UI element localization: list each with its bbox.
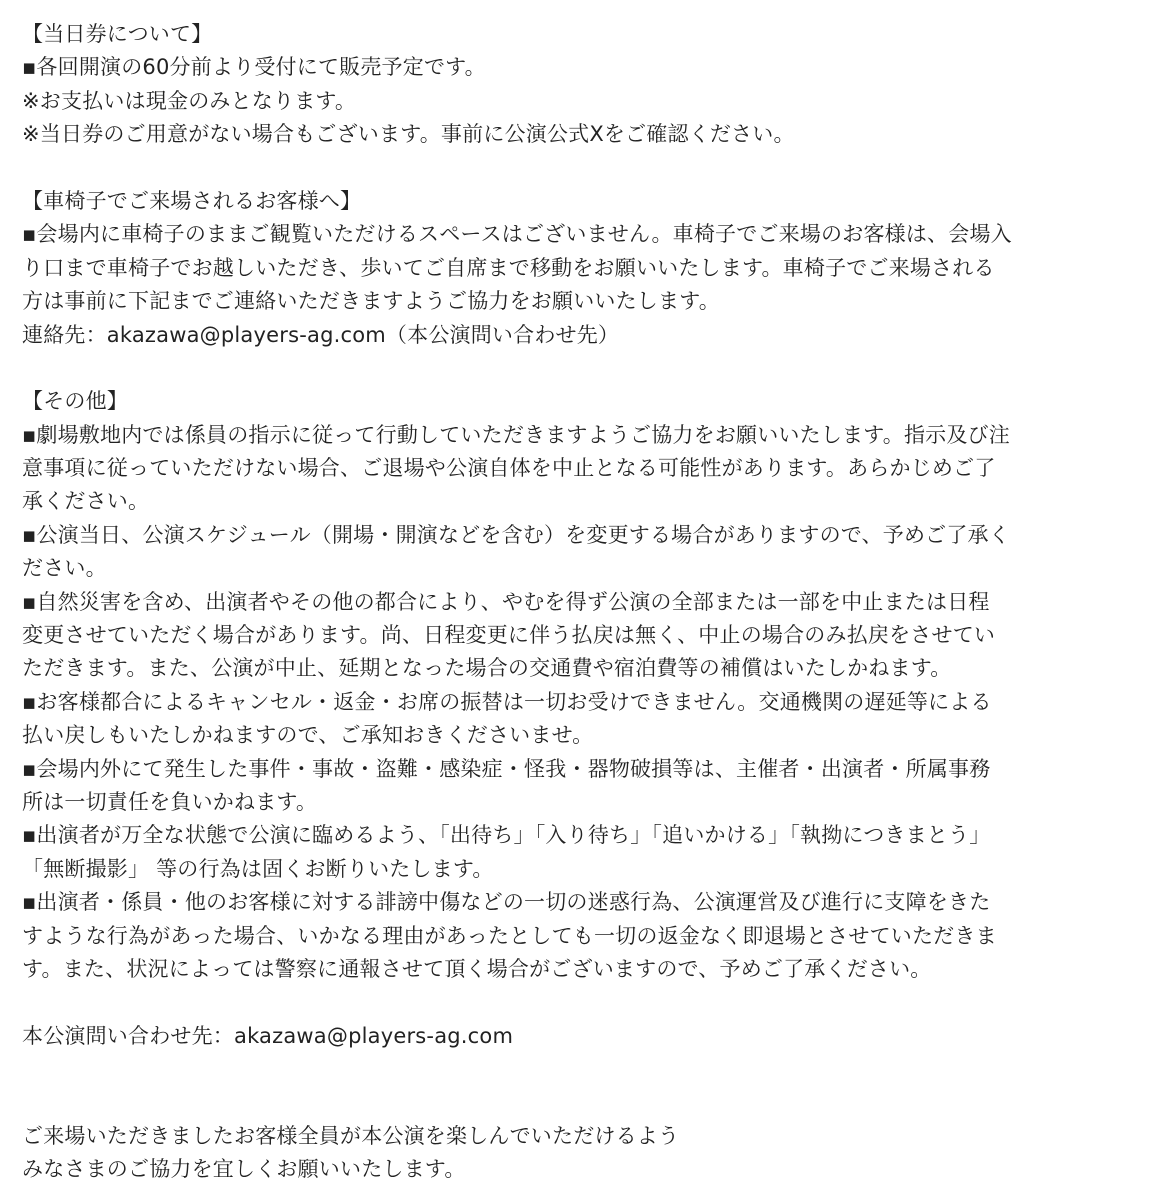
wheelchair-line: 方は事前に下記までご連絡いただきますようご協力をお願いいたします。 — [22, 289, 720, 314]
other-heading: 【その他】 — [22, 389, 128, 414]
spacer — [22, 352, 1152, 385]
other-line: 「無断撮影」 等の行為は固くお断りいたします。 — [22, 856, 494, 881]
other-line: 意事項に従っていただけない場合、ご退場や公演自体を中止となる可能性があります。あらかじめご了 — [22, 456, 996, 481]
other-line: ▪︎自然災害を含め、出演者やその他の都合により、やむを得ず公演の全部または一部を中止または日程 — [22, 589, 990, 614]
other-line: ▪︎お客様都合によるキャンセル・返金・お席の振替は一切お受けできません。交通機関の遅延等による — [22, 689, 992, 714]
wheelchair-line: ▪︎会場内に車椅子のままご観覧いただけるスペースはございません。車椅子でご来場のお客様は、会場入 — [22, 222, 1012, 247]
other-line: す。また、状況によっては警察に通報させて頂く場合がございますので、予めご了承ください。 — [22, 956, 932, 981]
other-line: ただきます。また、公演が中止、延期となった場合の交通費や宿泊費等の補償はいたしかねます。 — [22, 656, 952, 681]
spacer — [22, 152, 1152, 185]
spacer — [22, 986, 1152, 1019]
other-line: 承ください。 — [22, 489, 150, 514]
spacer — [22, 1053, 1152, 1120]
wheelchair-line: り口まで車椅子でお越しいただき、歩いてご自席まで移動をお願いいたします。車椅子でご来場される — [22, 255, 995, 280]
other-line: 払い戻しもいたしかねますので、ご承知おきくださいませ。 — [22, 723, 594, 748]
closing-line: みなさまのご協力を宜しくお願いいたします。 — [22, 1157, 466, 1182]
closing-line: ご来場いただきましたお客様全員が本公演を楽しんでいただけるよう — [22, 1123, 680, 1148]
same-day-line: ※お支払いは現金のみとなります。 — [22, 88, 357, 113]
notice-document — [22, 18, 1152, 1187]
same-day-line: ※当日券のご用意がない場合もございます。事前に公演公式Xをご確認ください。 — [22, 122, 795, 147]
other-line: ▪︎公演当日、公演スケジュール（開場・開演などを含む）を変更する場合がありますので、予めご了承く — [22, 522, 1010, 547]
other-line: ▪︎出演者が万全な状態で公演に臨めるよう、「出待ち」「入り待ち」「追いかける」「執拗につきまとう」 — [22, 823, 991, 848]
other-line: 変更させていただく場合があります。尚、日程変更に伴う払戻は無く、中止の場合のみ払戻をさせてい — [22, 623, 996, 648]
same-day-line: ▪︎各回開演の60分前より受付にて販売予定です。 — [22, 55, 486, 80]
other-line: ▪︎会場内外にて発生した事件・事故・盗難・感染症・怪我・器物破損等は、主催者・出演者・所属事務 — [22, 756, 991, 781]
same-day-ticket-heading: 【当日券について】 — [22, 22, 213, 46]
other-line: ▪︎劇場敷地内では係員の指示に従って行動していただきますようご協力をお願いいたします。指示及び注 — [22, 422, 1010, 447]
other-line: 所は一切責任を負いかねます。 — [22, 789, 318, 814]
other-line: すような行為があった場合、いかなる理由があったとしても一切の返金なく即退場とさせていただきま — [22, 923, 997, 948]
other-line: ▪︎出演者・係員・他のお客様に対する誹謗中傷などの一切の迷惑行為、公演運営及び進行に支障をきた — [22, 890, 991, 915]
wheelchair-heading: 【車椅子でご来場されるお客様へ】 — [22, 188, 362, 213]
contact-line: 本公演問い合わせ先：akazawa@players-ag.com — [22, 1023, 514, 1048]
other-line: ださい。 — [22, 556, 107, 581]
wheelchair-contact-line: 連絡先：akazawa@players-ag.com（本公演問い合わせ先） — [22, 322, 620, 347]
